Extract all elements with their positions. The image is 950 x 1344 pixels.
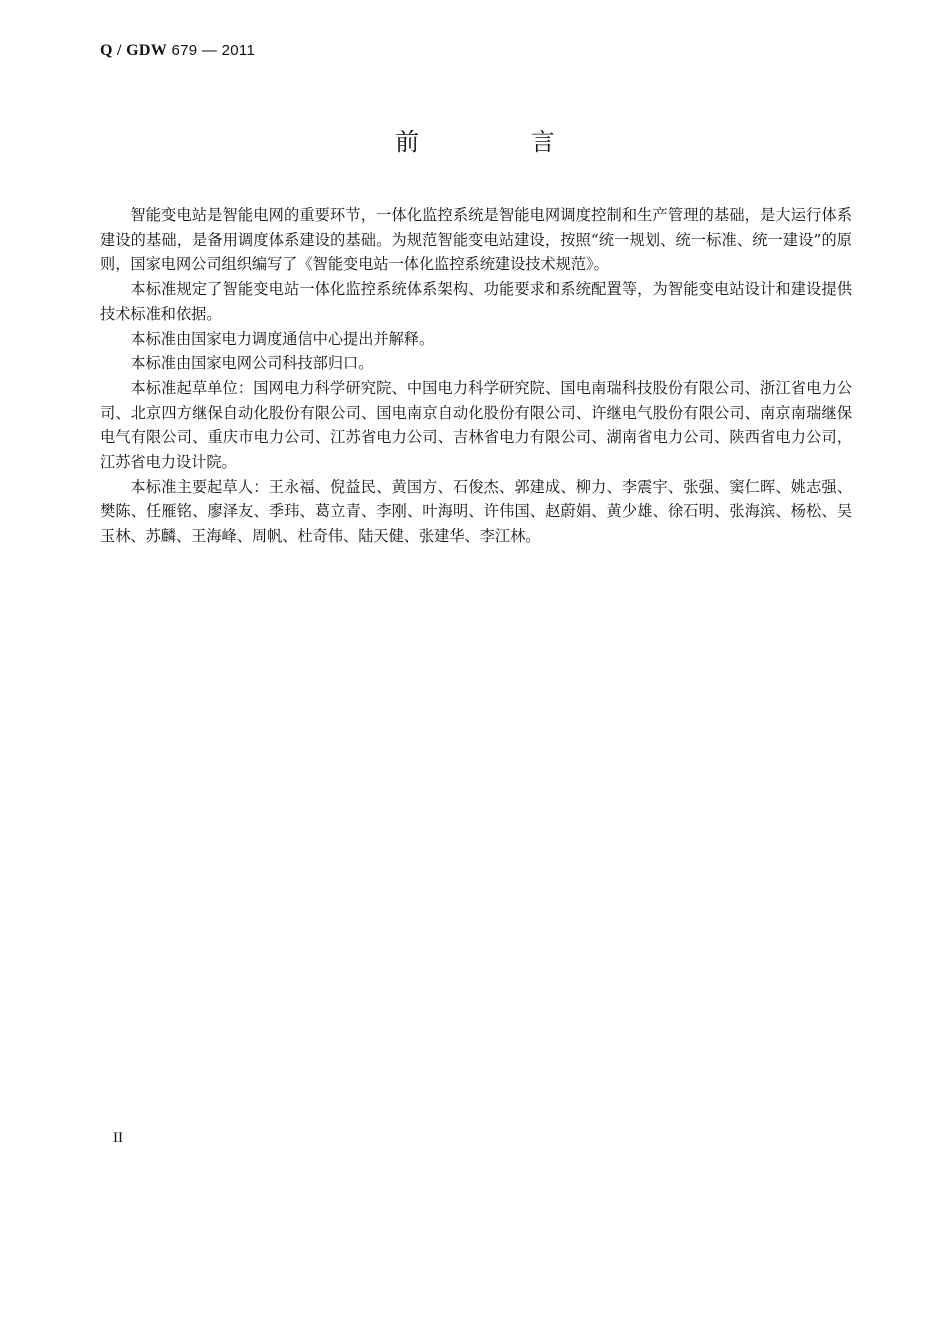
paragraph-proposer: 本标准由国家电力调度通信中心提出并解释。 [130, 329, 435, 348]
paragraph-administrator: 本标准由国家电网公司科技部归口。 [130, 354, 374, 373]
foreword-body [100, 203, 852, 549]
standard-code-header [100, 42, 255, 60]
standard-number: 679 — 2011 [171, 42, 256, 59]
paragraph-drafting-units: 本标准起草单位：国网电力科学研究院、中国电力科学研究院、国电南瑞科技股份有限公司、浙江省电力公司、北京四方继保自动化股份有限公司、国电南京自动化股份有限公司、许继电气股份有限公司、南京南瑞继保电气有限公司、重庆市电力公司、江苏省电力公司、吉林省电力有限公司、湖南省电力公司、陕西省电力公司，江苏省电力设计院。 [100, 378, 852, 472]
page-number: II [113, 1130, 123, 1146]
paragraph-scope: 本标准规定了智能变电站一体化监控系统体系架构、功能要求和系统配置等，为智能变电站设计和建设提供技术标准和依据。 [100, 280, 852, 323]
section-title: 前 言 [395, 128, 607, 156]
standard-prefix: Q / GDW [100, 42, 167, 59]
paragraph-introduction: 智能变电站是智能电网的重要环节，一体化监控系统是智能电网调度控制和生产管理的基础，是大运行体系建设的基础，是备用调度体系建设的基础。为规范智能变电站建设，按照“统一规划、统一标准、统一建设”的原则，国家电网公司组织编写了《智能变电站一体化监控系统建设技术规范》。 [100, 206, 852, 274]
paragraph-drafters: 本标准主要起草人：王永福、倪益民、黄国方、石俊杰、郭建成、柳力、李震宇、张强、窦仁晖、姚志强、樊陈、任雁铭、廖泽友、季玮、葛立青、李刚、叶海明、许伟国、赵蔚娟、黄少雄、徐石明、张海滨、杨松、吴玉林、苏麟、王海峰、周帆、杜奇伟、陆天健、张建华、李江林。 [100, 477, 852, 546]
